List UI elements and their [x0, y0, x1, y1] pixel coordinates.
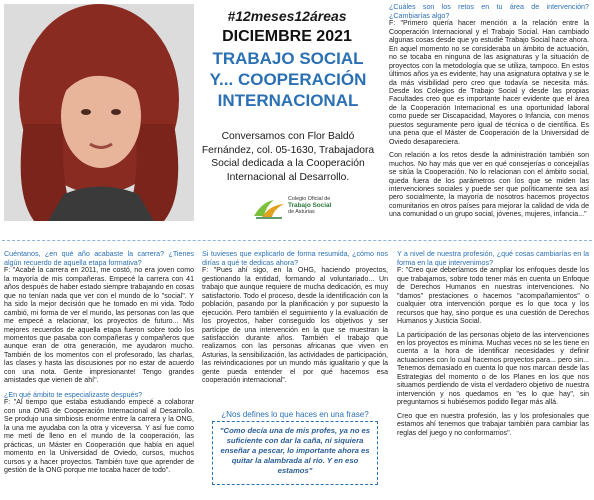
question-current-work: Si tuvieses que explicarlo de forma resumida, ¿cómo nos dirías a qué te dedicas ahora? — [202, 250, 388, 267]
answer-specialization: F: "Al tiempo que estaba estudiando empecé a colaborar con una ONG de Cooperación Internacional al Desarrollo. Se produjo una simbiosis enorme entre la carrera y la ONG, la una me ayudaba con la otra y viceversa. Y así fue como me metí de lleno en el mundo de la cooperación, las prácticas, un Máster en Cooperación que había en aquel momento en la Universidad de Oviedo, cursos, muchos cursos y a hacer proyectos. También tuve que aprender de gestión de la ONG porque me tocaba hacer de todo". — [4, 399, 194, 475]
answer-profession-change-1: F: "Creo que deberíamos de ampliar los enfoques desde los que trabajamos, sobre todo tener más en cuenta un Enfoque de Derechos Humanos en nuestras intervenciones. No "damos" prestaciones o hacemos "acompañamientos" o cualquier otra intervención porque es lo que toca y los recursos que hay, sino porque es una cuestión de Derechos Humanos y Justicia Social. — [397, 267, 589, 326]
question-challenges: ¿Cuáles son los retos en tu área de intervención? ¿Cambiarías algo? — [389, 3, 589, 20]
interviewee-photo — [4, 4, 194, 221]
college-logo — [252, 196, 362, 222]
headline-line-2: Y... COOPERACIÓN — [209, 70, 367, 89]
headline-line-1: TRABAJO SOCIAL — [212, 49, 364, 68]
answer-current-work: F: "Pues ahí sigo, en la OHG, haciendo proyectos, gestionando la entidad, formando al voluntariado... Un trabajo que aunque requiere de mucha dedicación, es muy satisfactorio. Todo el proceso, desde la identificación con la población, pasando por la planificación y por supuesto la ejecución. Pero también el seguimiento y la evaluación de los proyectos, haber conseguido los objetivos y ser partícipe de una intervención en la que se muestran la satisfacción durante años. También el trabajo que realizamos con las personas africanas que viven en Asturias, la sensibilización, las actividades de participación, las reivindicaciones por un mundo más igualitario y que la gente pueda entender el por qué hacemos esa cooperación internacional". — [202, 267, 388, 385]
logo-text — [288, 196, 331, 216]
question-one-phrase: ¿Nos defines lo que haces en una frase? — [221, 410, 369, 419]
question-profession-change: Y a nivel de nuestra profesión, ¿qué cosas cambiarías en la forma en la que intervenimos? — [397, 250, 589, 267]
interviewee-name: Flor Baldó Fernández — [201, 131, 355, 156]
issue-date: DICIEMBRE 2021 — [222, 28, 352, 45]
question-specialization: ¿En qué ámbito te especializaste después? — [4, 390, 143, 399]
answer-profession-change-3: Creo que en nuestra profesión, las y los profesionales que estamos ahí tenemos que trabajar también para cambiar las reglas del juego y no conformarnos". — [397, 412, 589, 437]
answer-challenges-2: Con relación a los retos desde la administración también son muchos. No hay más que ver en qué consejerías o concejalías se sitúa la Cooperación. No lo relacionan con el ámbito social, queda fuera de los parámetros con los que se miden las intervenciones sociales y puede ser que políticamente sea así pero socialmente, la mayoría de nosotros hacemos proyectos comunitarios en otros países para mejorar la calidad de vida de una comunidad o un grupo social, jóvenes, mujeres, infancia..." — [389, 152, 589, 219]
logo-line-2: Trabajo Social — [288, 201, 332, 209]
hashtag: #12meses12áreas — [227, 8, 347, 24]
intro-lead: Conversamos con — [221, 131, 305, 142]
section-divider — [2, 240, 592, 241]
column-2 — [202, 250, 388, 391]
answer-profession-change-2: La participación de las personas objeto de las intervenciones en los proyectos es mínima. Muchas veces no se les tiene en cuenta a la hora de identificar necesidades y definir actuaciones con lo cual hacemos proyectos para... pero sin... Tenemos demasiado en cuenta lo que nos marcan desde las Estrategias del momento o de los Planes en los que nos situamos perdiendo de vista el verdadero objetivo de nuestra intervención y nos quedamos en "es lo que hay", sin preguntarnos si hubiésemos podido llegar más allá. — [397, 331, 589, 407]
logo-line-3: de Asturias — [288, 209, 315, 216]
answer-challenges-1: F: "Primero quería hacer mención a la relación entre la Cooperación Internacional y el Trabajo Social. Han cambiado algunas cosas desde que yo estudié Trabajo Social hace ahora. En aquel momento no se consideraba un ámbito de actuación, no se tocaba en ninguna de las asignaturas y la situación de proyectos con la metodología que se utiliza, tampoco. En estos últimos años ya es evidente, hay una asignatura optativa y se le da más visibilidad pero creo que todavía se necesita más. Desde los Colegios de Trabajo Social y desde las propias Facultades creo que es importante hacer evidente que el área de la Cooperación Internacional es una oportunidad laboral como puede ser Discapacidad, Mayores o Infancia, con menos puestos seguramente pero igual de técnica o de científica. Es una pena que el Máster de Cooperación de la Universidad de Oviedo desapareciera. — [389, 20, 589, 146]
answer-graduation: F: "Acabé la carrera en 2011, me costó, no era joven como la mayoría de mis compañeras. Empecé la carrera con 41 años después de haber estado siempre trabajando en cosas que no tenían nada que ver con el mundo de lo "social". Y ha sido la mejor decisión que he tomado en mi vida. Todo cambió, mi forma de ver el mundo, las personas con las que me empecé a relacionar, los proyectos de futuro... Mis mejores recuerdos de aquella etapa fueron sobre todo los momentos que pasaba con compañeras y compañeros que aunque eran de otra generación, me ayudaron mucho. También de los momentos con el profesorado, las charlas, las clases y hasta las discusiones por no estar de acuerdo con una nota. Gente impresionante! Tengo grandes amistades que vienen de ahí". — [4, 267, 194, 385]
interview-intro — [200, 130, 376, 184]
column-1 — [4, 250, 194, 481]
column-3 — [397, 250, 589, 443]
quote-box: "Como decía una de mis profes, ya no es suficiente con dar la caña, ni siquiera enseñar a pescar, lo importante ahora es quitar la alambrada al río. Y en eso estamos" — [212, 421, 378, 485]
logo-mark-icon — [252, 196, 286, 220]
headline-line-3: INTERNACIONAL — [217, 91, 359, 110]
column-right-top — [389, 3, 589, 225]
question-graduation: Cuéntanos, ¿en qué año acabaste la carrera? ¿Tienes algún recuerdo de aquella etapa formativa? — [4, 250, 194, 267]
intro-details: , col. 05-1630, Trabajadora Social dedicada a la Cooperación Internacional al Desarrollo. — [211, 144, 375, 183]
headline — [200, 48, 376, 111]
logo-line-1: Colegio Oficial de — [288, 196, 331, 202]
